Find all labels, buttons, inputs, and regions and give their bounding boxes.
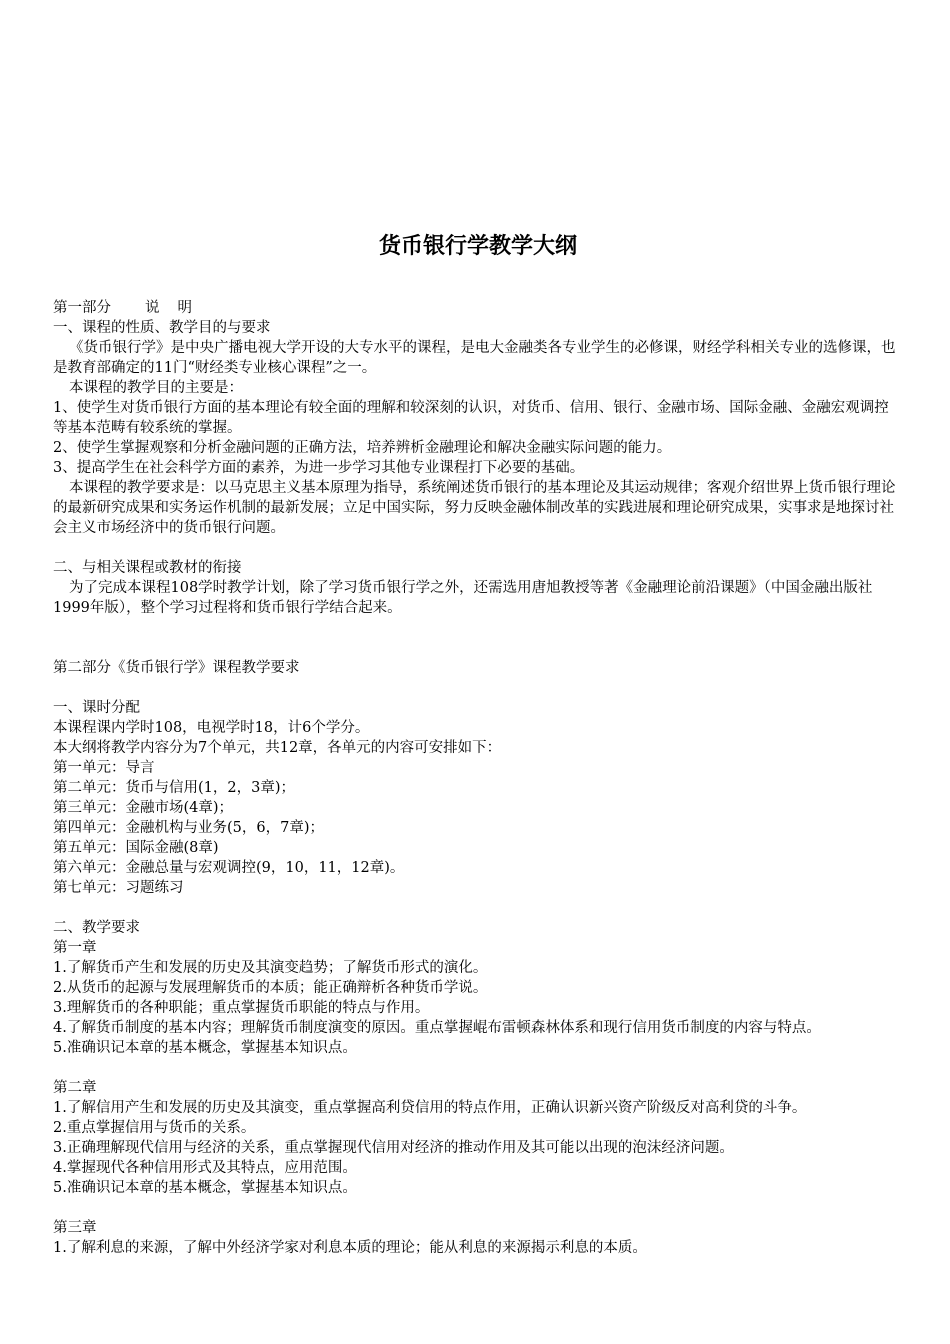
list-item: 3、提高学生在社会科学方面的素养，为进一步学习其他专业课程打下必要的基础。 xyxy=(53,460,585,476)
part1-heading xyxy=(53,298,903,318)
unit-item: 第三单元：金融市场(4章)； xyxy=(53,800,234,816)
unit-item: 第四单元：金融机构与业务(5，6，7章)； xyxy=(53,820,324,836)
unit-item: 第二单元：货币与信用(1，2，3章)； xyxy=(53,780,295,796)
unit-item: 第七单元：习题练习 xyxy=(53,880,184,896)
paragraph: 本课程课内学时108，电视学时18，计6个学分。 xyxy=(53,720,370,736)
unit-item: 第一单元：导言 xyxy=(53,760,155,776)
unit-item: 第五单元：国际金融(8章) xyxy=(53,840,219,856)
part1-heading-b: 说 xyxy=(145,300,160,316)
list-item: 4.了解货币制度的基本内容；理解货币制度演变的原因。重点掌握崐布雷顿森林体系和现行信用货币制度的内容与特点。 xyxy=(53,1020,821,1036)
list-item: 1.了解信用产生和发展的历史及其演变，重点掌握高利贷信用的特点作用，正确认识新兴资产阶级反对高利贷的斗争。 xyxy=(53,1100,807,1116)
paragraph: 为了完成本课程108学时教学计划，除了学习货币银行学之外，还需选用唐旭教授等著《金融理论前沿课题》（中国金融出版社1999年版），整个学习过程将和货币银行学结合起来。 xyxy=(53,580,873,616)
list-item: 3.正确理解现代信用与经济的关系，重点掌握现代信用对经济的推动作用及其可能以出现的泡沫经济问题。 xyxy=(53,1140,734,1156)
list-item: 1.了解货币产生和发展的历史及其演变趋势；了解货币形式的演化。 xyxy=(53,960,488,976)
unit-item: 第六单元：金融总量与宏观调控(9，10，11，12章)。 xyxy=(53,860,405,876)
list-item: 3.理解货币的各种职能；重点掌握货币职能的特点与作用。 xyxy=(53,1000,430,1016)
list-item: 2、使学生掌握观察和分析金融问题的正确方法，培养辨析金融理论和解决金融实际问题的能力。 xyxy=(53,440,672,456)
list-item: 1.了解利息的来源，了解中外经济学家对利息本质的理论；能从利息的来源揭示利息的本质。 xyxy=(53,1240,647,1256)
chapter-heading: 第三章 xyxy=(53,1220,97,1236)
list-item: 5.准确识记本章的基本概念，掌握基本知识点。 xyxy=(53,1040,357,1056)
paragraph: 《货币银行学》是中央广播电视大学开设的大专水平的课程，是电大金融类各专业学生的必修课，财经学科相关专业的选修课，也是教育部确定的11门“财经类专业核心课程”之一。 xyxy=(53,340,896,376)
paragraph: 本大纲将教学内容分为7个单元，共12章，各单元的内容可安排如下： xyxy=(53,740,502,756)
part2-heading: 第二部分《货币银行学》课程教学要求 xyxy=(53,660,300,676)
section-heading: 二、与相关课程或教材的衔接 xyxy=(53,560,242,576)
list-item: 1、使学生对货币银行方面的基本理论有较全面的理解和较深刻的认识，对货币、信用、银行、金融市场、国际金融、金融宏观调控等基本范畴有较系统的掌握。 xyxy=(53,400,889,436)
list-item: 2.重点掌握信用与货币的关系。 xyxy=(53,1120,256,1136)
section-heading: 二、教学要求 xyxy=(53,920,140,936)
list-item: 2.从货币的起源与发展理解货币的本质；能正确辩析各种货币学说。 xyxy=(53,980,488,996)
chapter-heading: 第一章 xyxy=(53,940,97,956)
list-item: 4.掌握现代各种信用形式及其特点，应用范围。 xyxy=(53,1160,357,1176)
part1-heading-c: 明 xyxy=(177,300,192,316)
document-body xyxy=(53,298,903,1258)
section-heading: 一、课程的性质、教学目的与要求 xyxy=(53,320,271,336)
document-title: 货币银行学教学大纲 xyxy=(378,234,577,259)
section-heading: 一、课时分配 xyxy=(53,700,140,716)
paragraph: 本课程的教学要求是：以马克思主义基本原理为指导，系统阐述货币银行的基本理论及其运动规律；客观介绍世界上货币银行理论的最新研究成果和实务运作机制的最新发展；立足中国实际，努力反映金融体制改革的实践进展和理论研究成果，实事求是地探讨社会主义市场经济中的货币银行问题。 xyxy=(53,480,896,536)
part1-heading-a: 第一部分 xyxy=(53,300,111,316)
chapter-heading: 第二章 xyxy=(53,1080,97,1096)
list-item: 5.准确识记本章的基本概念，掌握基本知识点。 xyxy=(53,1180,357,1196)
paragraph: 本课程的教学目的主要是： xyxy=(69,380,243,396)
